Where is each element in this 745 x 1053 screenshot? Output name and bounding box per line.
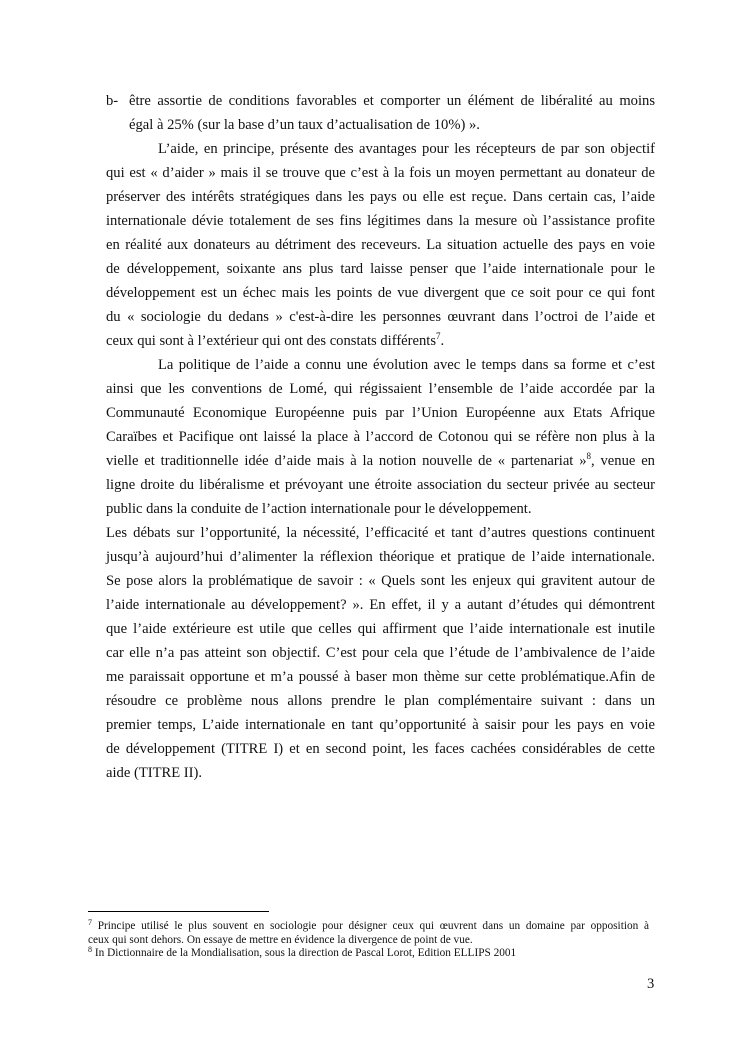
page-number: 3	[647, 976, 655, 992]
footnote-mark-7: 7	[88, 918, 92, 927]
text-line: qui est « d’aider » mais il se trouve que c’est à la fois un moyen permettant au donateur de	[106, 165, 655, 181]
text-line	[106, 332, 444, 350]
footnote-text: In Dictionnaire de la Mondialisation, sous la direction de Pascal Lorot, Edition ELLIPS 2001	[94, 947, 517, 959]
text-line: ligne droite du libéralisme et prévoyant une étroite association du secteur privée au secteur	[106, 477, 655, 493]
footnote-ref-7[interactable]: 7	[436, 331, 441, 341]
text-segment: .	[440, 333, 445, 349]
text-line: internationale dévie totalement de ses fins légitimes dans la mesure où l’assistance profite	[106, 213, 655, 229]
text-line: jusqu’à aujourd’hui d’alimenter la réflexion théorique et pratique de l’aide internationale.	[106, 549, 655, 565]
text-line: Communauté Economique Européenne puis par l’Union Européenne aux Etats Afrique	[106, 405, 655, 421]
footnote-mark-8: 8	[88, 945, 92, 954]
text-line: Caraïbes et Pacifique ont laissé la place à l’accord de Cotonou qui se réfère non plus à la	[106, 429, 655, 445]
text-line	[106, 452, 655, 470]
text-segment: ceux qui sont à l’extérieur qui ont des constats différents	[106, 333, 437, 349]
text-line: premier temps, L’aide internationale en tant qu’opportunité à saisir pour les pays en voie	[106, 717, 655, 733]
text-line: Se pose alors la problématique de savoir : « Quels sont les enjeux qui gravitent autour de	[106, 573, 655, 589]
text-line: public dans la conduite de l’action internationale pour le développement.	[106, 501, 532, 517]
footnote-8-line	[88, 947, 516, 960]
text-line: ainsi que les conventions de Lomé, qui régissaient l’ensemble de l’aide accordée par la	[106, 381, 655, 397]
text-line: être assortie de conditions favorables et comporter un élément de libéralité au moins	[129, 93, 655, 109]
footnote-ref-8[interactable]: 8	[586, 451, 591, 461]
footnote-separator	[88, 911, 269, 912]
paragraph-first-line: La politique de l’aide a connu une évolution avec le temps dans sa forme et c’est	[158, 357, 655, 373]
footnote-text: Principe utilisé le plus souvent en sociologie pour désigner ceux qui œuvrent dans un domaine par opposition à	[97, 920, 649, 932]
footnote-7-line: ceux qui sont dehors. On essaye de mettre en évidence la divergence de point de vue.	[88, 934, 473, 946]
text-line: du « sociologie du dedans » c'est-à-dire les personnes œuvrant dans l’octroi de l’aide et	[106, 309, 655, 325]
text-line: car elle n’a pas atteint son objectif. C’est pour cela que l’étude de l’ambivalence de l’aide	[106, 645, 655, 661]
text-segment: vielle et traditionnelle idée d’aide mais à la notion nouvelle de « partenariat »	[106, 453, 587, 469]
text-segment: , venue en	[591, 453, 655, 469]
text-line: l’aide internationale au développement? ». En effet, il y a autant d’études qui démontrent	[106, 597, 655, 613]
text-line: Les débats sur l’opportunité, la nécessité, l’efficacité et tant d’autres questions continuent	[106, 525, 655, 541]
text-line: résoudre ce problème nous allons prendre le plan complémentaire suivant : dans un	[106, 693, 655, 709]
footnote-7-line	[88, 920, 649, 933]
text-line: de développement (TITRE I) et en second point, les faces cachées considérables de cette	[106, 741, 655, 757]
text-line: aide (TITRE II).	[106, 765, 203, 781]
paragraph-first-line: L’aide, en principe, présente des avantages pour les récepteurs de par son objectif	[158, 141, 655, 157]
text-line: développement est un échec mais les points de vue divergent que ce soit pour ce qui font	[106, 285, 655, 301]
text-line: que l’aide extérieure est utile que celles qui affirment que l’aide internationale est inutile	[106, 621, 655, 637]
list-marker-b: b-	[106, 93, 119, 109]
text-line: préserver des intérêts stratégiques dans les pays ou elle est reçue. Dans certain cas, l’aide	[106, 189, 655, 205]
text-line: égal à 25% (sur la base d’un taux d’actualisation de 10%) ».	[129, 117, 480, 133]
text-line: de développement, soixante ans plus tard laisse penser que l’aide internationale pour le	[106, 261, 655, 277]
text-line: en réalité aux donateurs au détriment des receveurs. La situation actuelle des pays en voie	[106, 237, 655, 253]
text-line: me paraissait opportune et m’a poussé à baser mon thème sur cette problématique.Afin de	[106, 669, 655, 685]
